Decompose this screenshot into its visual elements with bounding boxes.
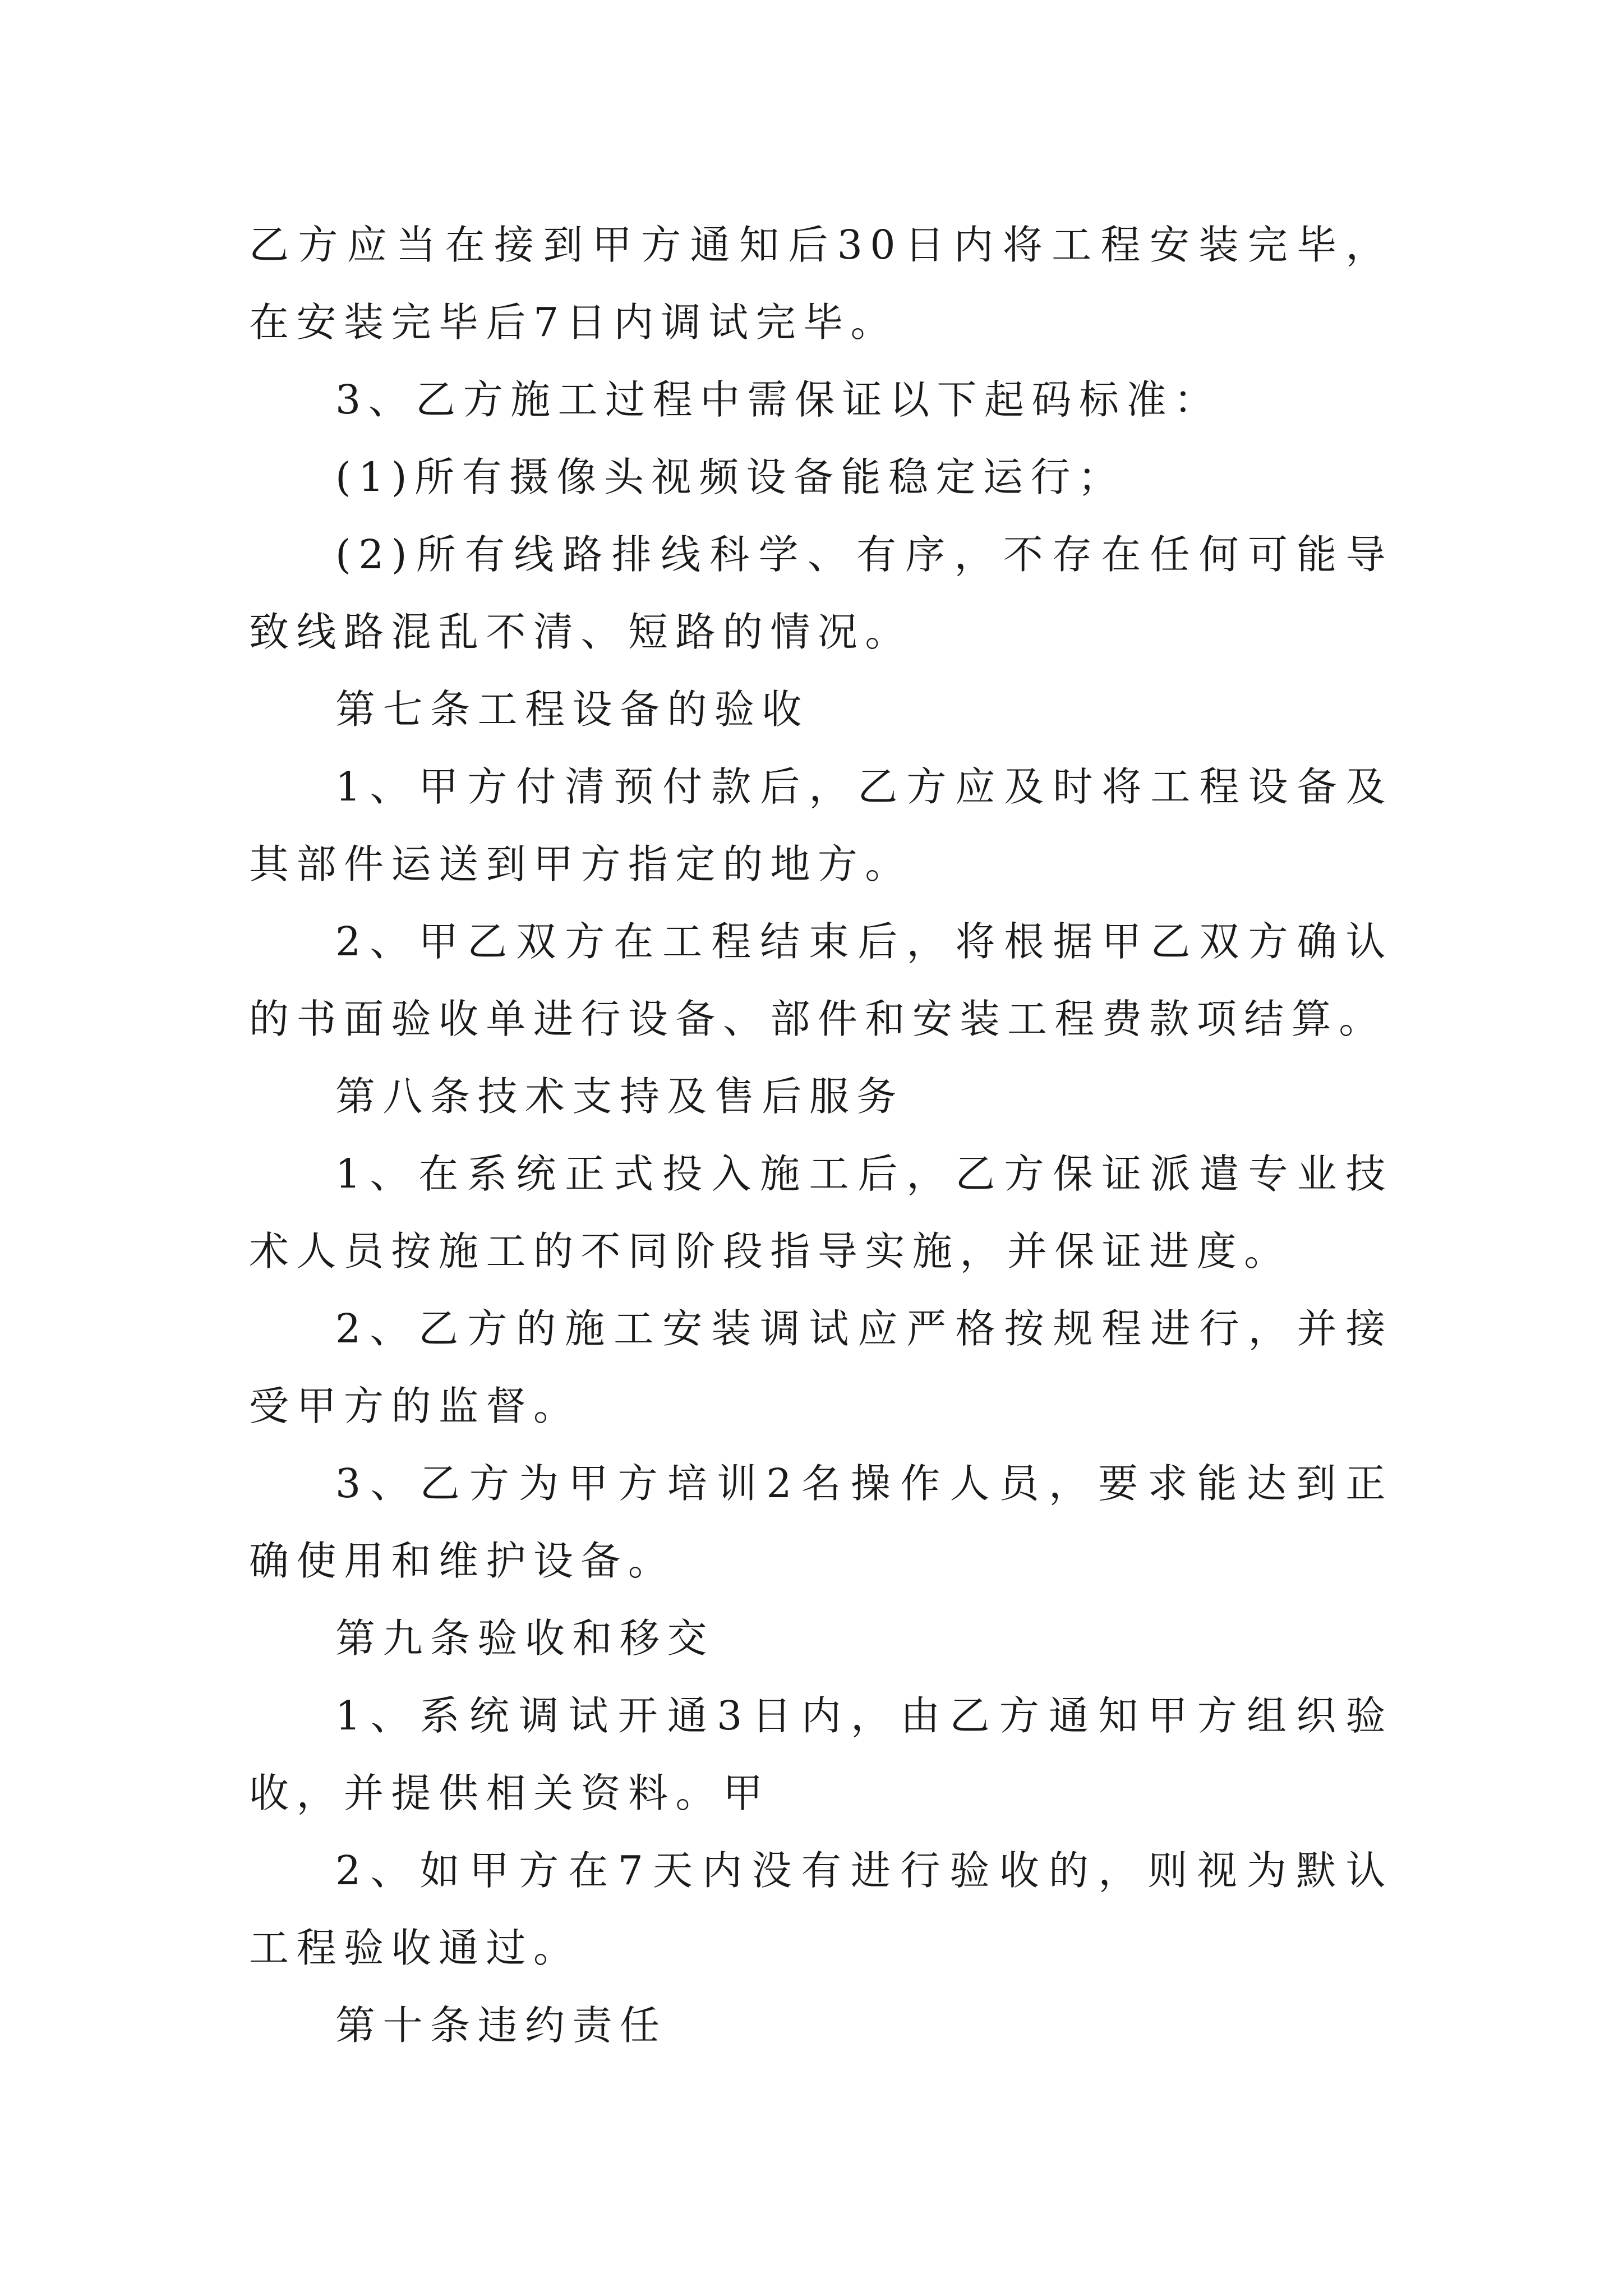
paragraph-article-9-item-1: 1、系统调试开通3日内，由乙方通知甲方组织验收，并提供相关资料。甲 [249,1692,1393,1816]
paragraph-install-deadline: 乙方应当在接到甲方通知后30日内将工程安装完毕，在安装完毕后7日内调试完毕。 [249,222,1393,346]
paragraph-article-9-item-2: 2、如甲方在7天内没有进行验收的，则视为默认工程验收通过。 [249,1847,1393,1971]
paragraph-standard-camera: (1)所有摄像头视频设备能稳定运行； [335,454,1126,500]
paragraph-article-8-item-1: 1、在系统正式投入施工后，乙方保证派遣专业技术人员按施工的不同阶段指导实施，并保证进度。 [249,1151,1393,1274]
paragraph-standard-wiring: (2)所有线路排线科学、有序，不存在任何可能导致线路混乱不清、短路的情况。 [249,531,1393,655]
heading-article-9: 第九条验收和移交 [335,1615,714,1662]
paragraph-construction-standards: 3、乙方施工过程中需保证以下起码标准： [335,376,1221,423]
paragraph-article-8-item-2: 2、乙方的施工安装调试应严格按规程进行，并接受甲方的监督。 [249,1305,1393,1429]
document-body [249,206,1393,2064]
heading-article-10: 第十条违约责任 [335,2002,667,2049]
paragraph-article-7-item-1: 1、甲方付清预付款后，乙方应及时将工程设备及其部件运送到甲方指定的地方。 [249,763,1393,887]
heading-article-7: 第七条工程设备的验收 [335,686,809,733]
heading-article-8: 第八条技术支持及售后服务 [335,1073,904,1120]
paragraph-article-7-item-2: 2、甲乙双方在工程结束后，将根据甲乙双方确认的书面验收单进行设备、部件和安装工程费款项结算。 [249,918,1393,1042]
paragraph-article-8-item-3: 3、乙方为甲方培训2名操作人员，要求能达到正确使用和维护设备。 [249,1460,1393,1584]
